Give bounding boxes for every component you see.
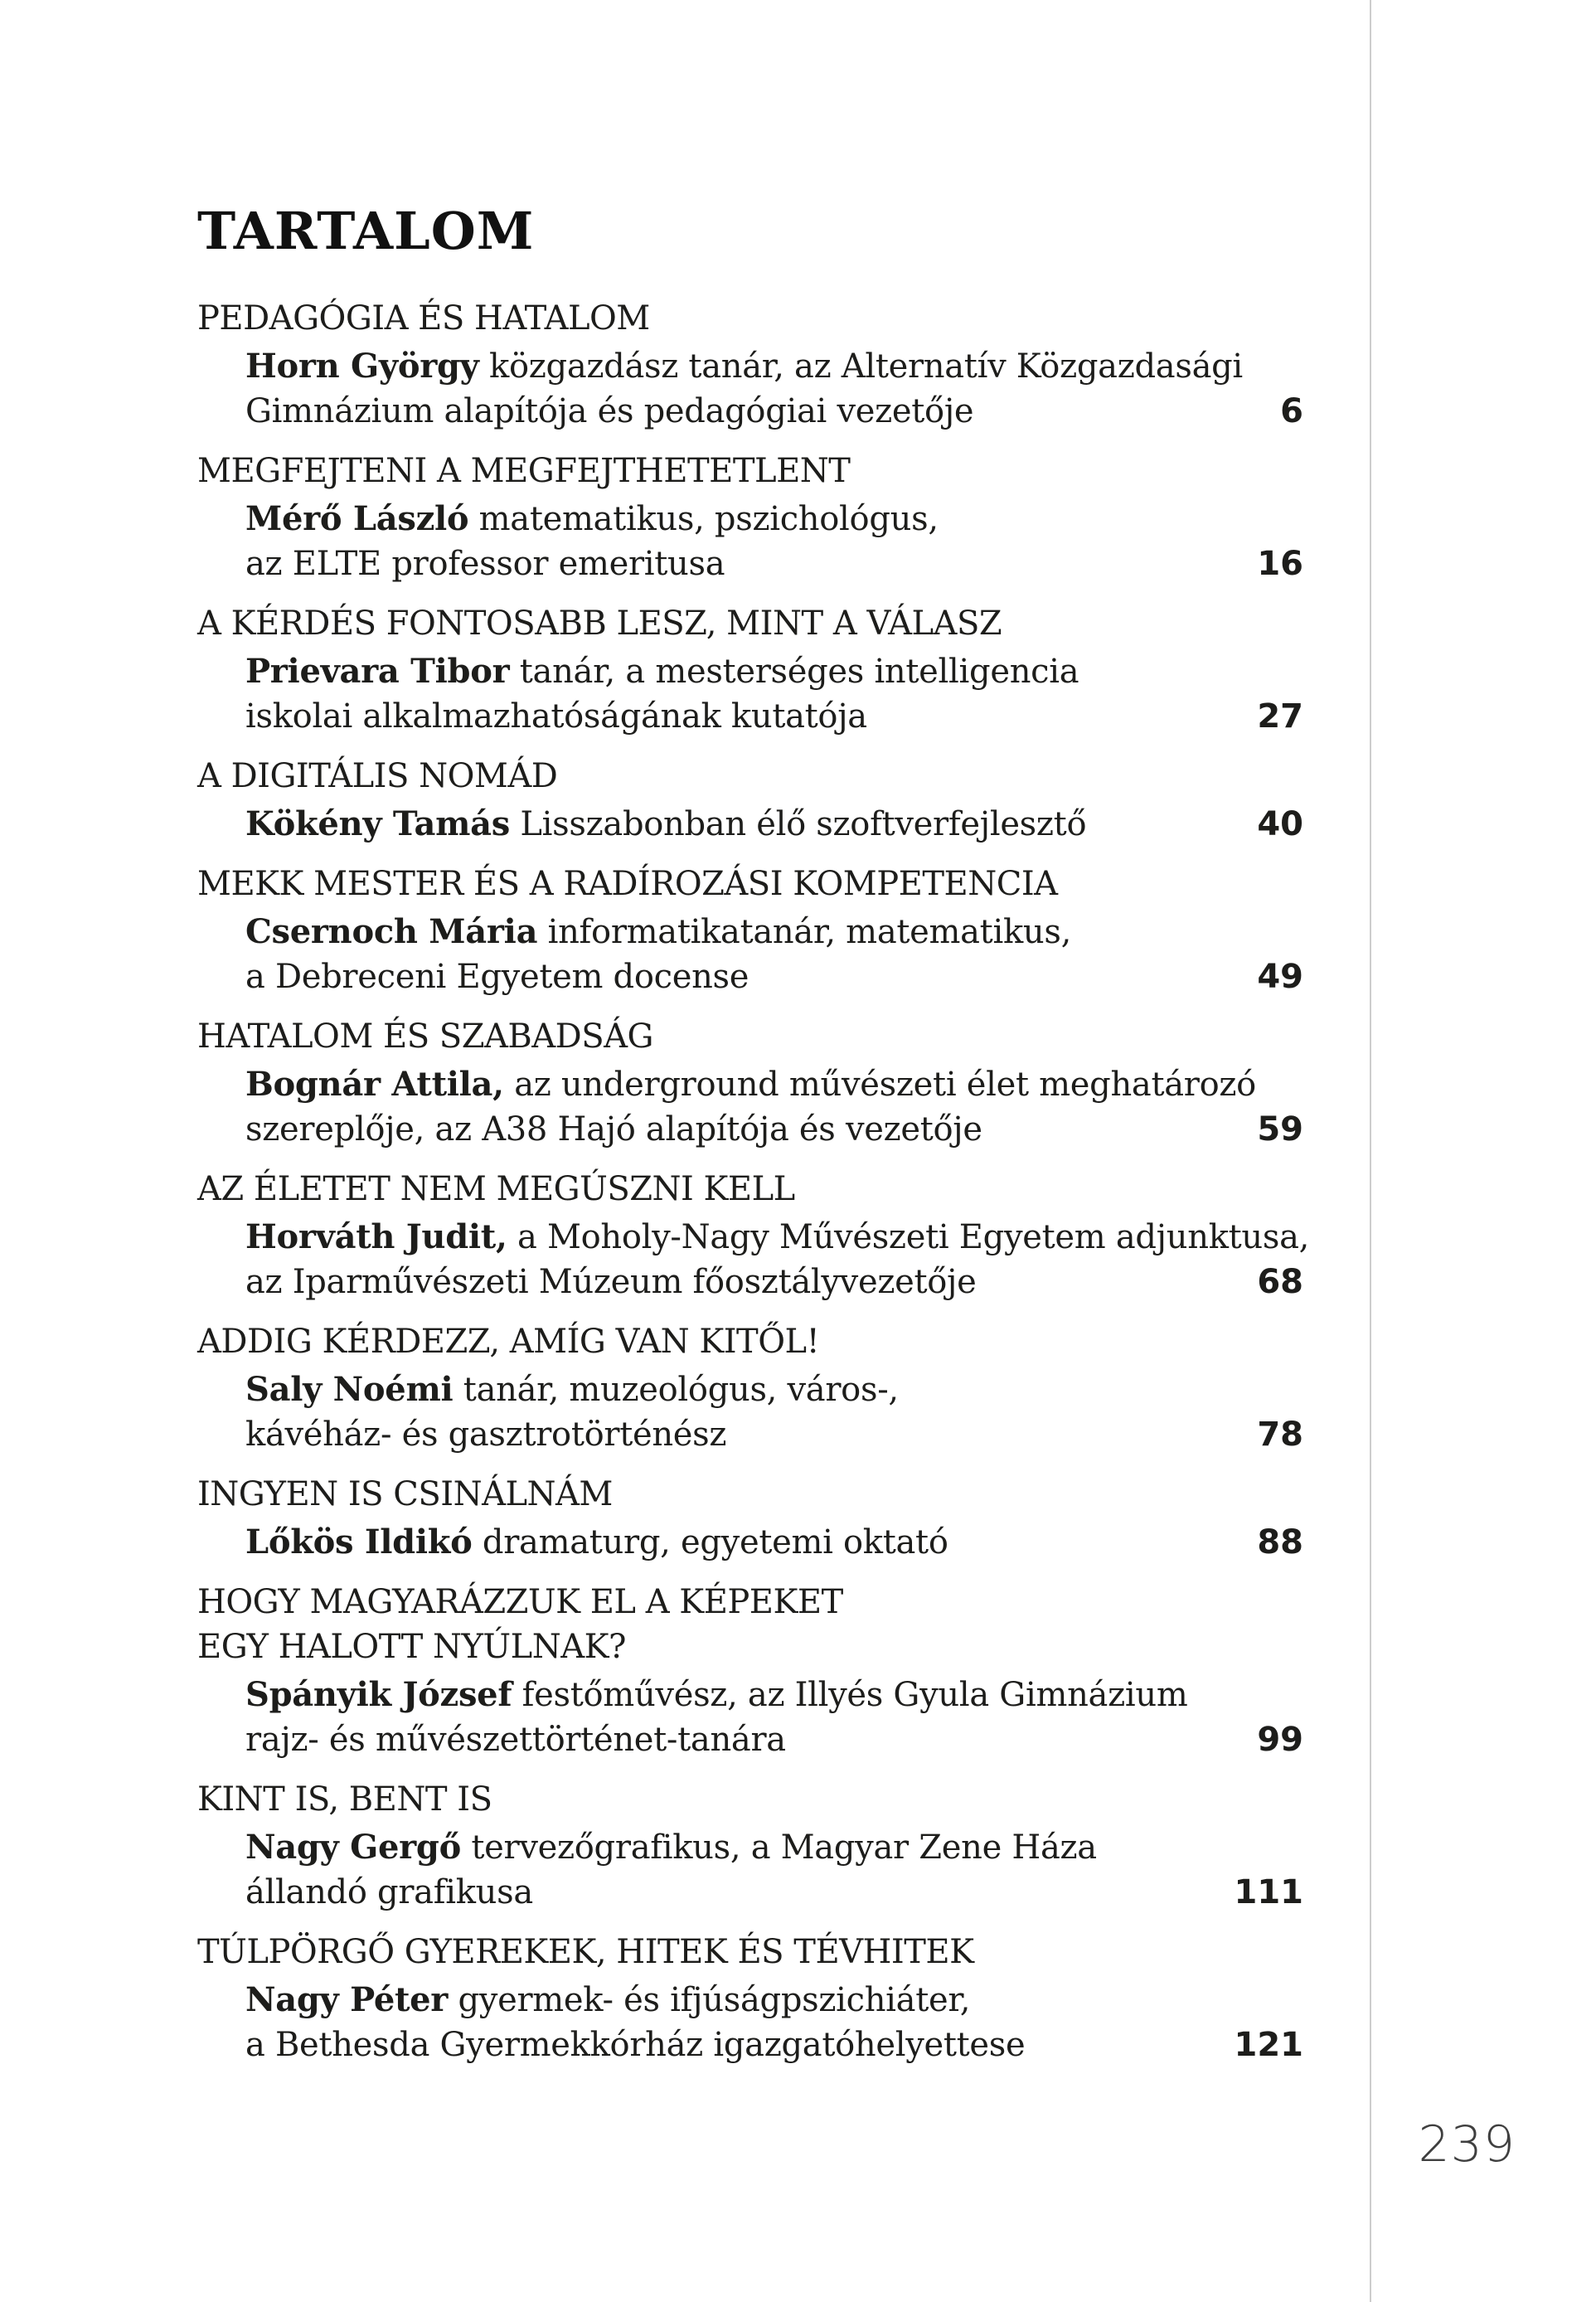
entry-description-line — [197, 1107, 1303, 1152]
entry-page-number: 68 — [1257, 1263, 1303, 1301]
entry-description-line — [197, 649, 1303, 694]
entry-description-line — [197, 802, 1303, 847]
entry-page-number: 6 — [1280, 392, 1303, 430]
person-name: Horn György — [245, 347, 479, 386]
column-divider-line — [1370, 0, 1371, 2302]
toc-page-content — [197, 201, 1310, 2082]
person-name: Saly Noémi — [245, 1370, 454, 1409]
toc-entry — [197, 601, 1303, 739]
entry-title — [197, 1014, 1303, 1059]
entry-description-line — [197, 1978, 1303, 2023]
entry-title — [197, 1580, 1303, 1669]
entry-title-line: HATALOM ÉS SZABADSÁG — [197, 1017, 653, 1056]
entry-title-line: EGY HALOTT NYÚLNAK? — [197, 1628, 626, 1666]
entry-description-text: Mérő László matematikus, pszichológus, — [245, 499, 939, 538]
entry-title-line: TÚLPÖRGŐ GYEREKEK, HITEK ÉS TÉVHITEK — [197, 1933, 974, 1971]
toc-entry — [197, 296, 1303, 434]
toc-entry-list — [197, 296, 1310, 2067]
entry-description-text: iskolai alkalmazhatóságának kutatója — [245, 697, 867, 736]
person-name: Csernoch Mária — [245, 912, 538, 951]
entry-page-number: 121 — [1234, 2026, 1303, 2064]
toc-entry — [197, 1580, 1303, 1762]
entry-description-line — [197, 497, 1303, 542]
entry-page-number: 27 — [1257, 697, 1303, 736]
entry-title — [197, 1167, 1303, 1212]
entry-title — [197, 449, 1303, 493]
entry-title — [197, 1930, 1303, 1974]
entry-title-line: AZ ÉLETET NEM MEGÚSZNI KELL — [197, 1170, 795, 1208]
entry-description-line — [197, 344, 1303, 389]
entry-title-line: A KÉRDÉS FONTOSABB LESZ, MINT A VÁLASZ — [197, 605, 1002, 643]
entry-description-line — [197, 694, 1303, 739]
entry-description-line — [197, 1673, 1303, 1717]
entry-description-text: a Bethesda Gyermekkórház igazgatóhelyettese — [245, 2026, 1026, 2064]
entry-description-line — [197, 1412, 1303, 1457]
entry-description-line — [197, 542, 1303, 586]
entry-page-number: 78 — [1257, 1416, 1303, 1454]
entry-description-line — [197, 1062, 1303, 1107]
person-name: Spányik József — [245, 1675, 512, 1714]
entry-description-text: Gimnázium alapítója és pedagógiai vezetője — [245, 392, 974, 430]
entry-description-line — [197, 1367, 1303, 1412]
entry-description-line — [197, 1825, 1303, 1870]
entry-description-line — [197, 1215, 1310, 1260]
entry-description-line — [197, 1870, 1303, 1915]
toc-entry — [197, 1930, 1303, 2067]
entry-description-text: a Debreceni Egyetem docense — [245, 958, 749, 996]
entry-title-line: HOGY MAGYARÁZZUK EL A KÉPEKET — [197, 1583, 843, 1621]
entry-description-line — [197, 1520, 1303, 1565]
entry-description-line — [197, 2023, 1303, 2067]
person-name: Prievara Tibor — [245, 652, 510, 691]
entry-page-number: 16 — [1257, 545, 1303, 583]
entry-description-text: Prievara Tibor tanár, a mesterséges intelligencia — [245, 652, 1079, 691]
entry-description-text: állandó grafikusa — [245, 1873, 533, 1911]
person-name: Lőkös Ildikó — [245, 1523, 473, 1561]
entry-title — [197, 1472, 1303, 1517]
entry-description-text: Kökény Tamás Lisszabonban élő szoftverfejlesztő — [245, 804, 1087, 843]
entry-title-line: KINT IS, BENT IS — [197, 1780, 492, 1819]
entry-title-line: MEGFEJTENI A MEGFEJTHETETLENT — [197, 452, 851, 490]
entry-title-line: ADDIG KÉRDEZZ, AMÍG VAN KITŐL! — [197, 1323, 820, 1361]
entry-description-text: az ELTE professor emeritusa — [245, 545, 725, 583]
toc-entry — [197, 1319, 1303, 1457]
person-name: Mérő László — [245, 499, 469, 538]
folio-page-number: 239 — [1418, 2115, 1516, 2173]
entry-description-line — [197, 1717, 1303, 1762]
person-name: Nagy Péter — [245, 1980, 449, 2019]
toc-entry — [197, 862, 1303, 999]
toc-entry — [197, 1472, 1303, 1565]
entry-title — [197, 754, 1303, 799]
person-name: Kökény Tamás — [245, 804, 510, 843]
person-name: Nagy Gergő — [245, 1828, 461, 1867]
page-title: TARTALOM — [197, 201, 535, 261]
entry-description-text: Horváth Judit, a Moholy-Nagy Művészeti Egyetem adjunktusa, — [245, 1217, 1310, 1256]
toc-entry — [197, 449, 1303, 586]
entry-title — [197, 1319, 1303, 1364]
entry-page-number: 111 — [1234, 1873, 1303, 1911]
entry-description-text: Csernoch Mária informatikatanár, matematikus, — [245, 912, 1071, 951]
entry-page-number: 49 — [1257, 958, 1303, 996]
entry-description-text: kávéház- és gasztrotörténész — [245, 1416, 727, 1454]
entry-description-text: Bognár Attila, az underground művészeti élet meghatározó — [245, 1065, 1256, 1104]
entry-page-number: 40 — [1257, 805, 1303, 843]
entry-description-line — [197, 389, 1303, 434]
toc-entry — [197, 1777, 1303, 1915]
entry-description-text: Saly Noémi tanár, muzeológus, város-, — [245, 1370, 899, 1409]
entry-title-line: PEDAGÓGIA ÉS HATALOM — [197, 299, 650, 338]
toc-entry — [197, 754, 1303, 847]
entry-page-number: 88 — [1257, 1523, 1303, 1561]
entry-description-text: Horn György közgazdász tanár, az Alternatív Közgazdasági — [245, 347, 1243, 386]
person-name: Horváth Judit, — [245, 1217, 507, 1256]
person-name: Bognár Attila, — [245, 1065, 504, 1104]
entry-title — [197, 296, 1303, 341]
entry-description-text: az Iparművészeti Múzeum főosztályvezetője — [245, 1263, 977, 1301]
entry-description-text: Nagy Gergő tervezőgrafikus, a Magyar Zene Háza — [245, 1828, 1097, 1867]
entry-description-text: rajz- és művészettörténet-tanára — [245, 1721, 786, 1759]
entry-page-number: 59 — [1257, 1110, 1303, 1149]
entry-title — [197, 601, 1303, 646]
entry-description-text: szereplője, az A38 Hajó alapítója és vezetője — [245, 1110, 982, 1149]
entry-description-line — [197, 954, 1303, 999]
entry-description-line — [197, 910, 1303, 954]
entry-page-number: 99 — [1257, 1721, 1303, 1759]
entry-title — [197, 862, 1303, 906]
toc-entry — [197, 1167, 1310, 1304]
entry-description-text: Lőkös Ildikó dramaturg, egyetemi oktató — [245, 1523, 948, 1561]
entry-description-line — [197, 1260, 1303, 1304]
entry-title-line: A DIGITÁLIS NOMÁD — [197, 757, 558, 795]
toc-entry — [197, 1014, 1303, 1152]
entry-title-line: INGYEN IS CSINÁLNÁM — [197, 1475, 613, 1513]
entry-title-line: MEKK MESTER ÉS A RADÍROZÁSI KOMPETENCIA — [197, 865, 1058, 903]
entry-title — [197, 1777, 1303, 1822]
entry-description-text: Nagy Péter gyermek- és ifjúságpszichiáter, — [245, 1980, 971, 2019]
entry-description-text: Spányik József festőművész, az Illyés Gyula Gimnázium — [245, 1675, 1188, 1714]
